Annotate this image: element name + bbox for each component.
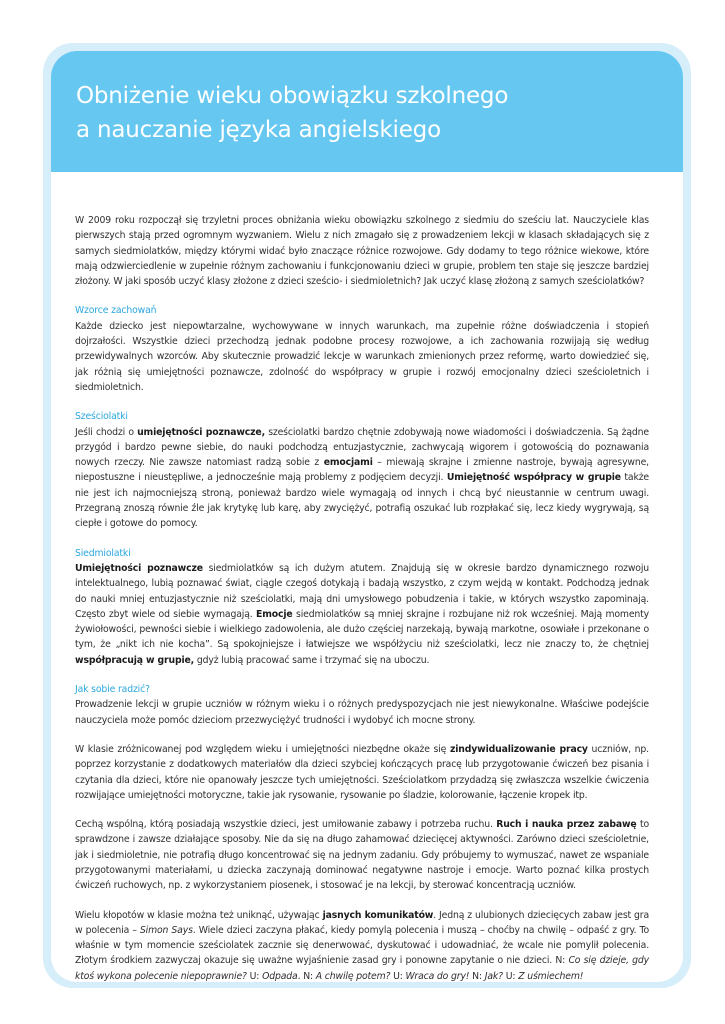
italic-dialogue: Co się dzieje, gdy ktoś wykona polecenie niepoprawnie? bbox=[75, 955, 650, 982]
intro-paragraph: W 2009 roku rozpoczął się trzyletni proces obniżania wieku obowiązku szkolnego z siedmiu do sześciu lat. Nauczyciele klas pierwszych stają przed ogromnym wyzwaniem. Wielu z nich zmagało się z prowadzeniem lekcji w klasach składających się z samych siedmiolatków, między którymi widać było znaczące różnice rozwojowe. Gdy dodamy to tego różnice wiekowe, które mają odzwierciedlenie w zupełnie różnym zachowaniu i funkcjonowaniu dzieci w grupie, problem ten staje się jeszcze bardziej złożony. W jaki sposób uczyć klasy złożone z dzieci sześcio- i siedmioletnich? Jak uczyć klasę złożoną z samych sześciolatków? bbox=[75, 215, 649, 288]
text-run: siedmiolatków są mniej skrajne i rozbujane niż rok wcześniej. Mają momenty żywiołowości, pewności siebie i wielkiego zadowolenia, ale dużo częściej narzekają, bywają markotne, osowiałe i przekonane o tym, że „nikt ich nie kocha”. Są spokojniejsze i łatwiejsze we współżyciu niż sześciolatki, lecz nie znaczy to, że chętniej bbox=[75, 608, 649, 651]
text-run: . Wiele dzieci zaczyna płakać, kiedy pomylą polecenia i muszą – choćby na chwilę – odpaść z gry. To właśnie w tym momencie sześciolatek zacznie się denerwować, dyskutować i udowadniać, że wcale nie pomylił polecenia. Złotym środkiem zazwyczaj okazuje się uważne wyjaśnienie zasad gry i ponowne zapytanie o nie dzieci. N: bbox=[75, 924, 649, 967]
bold-term: Umiejętność współpracy w grupie bbox=[446, 472, 621, 484]
page-title bbox=[76, 79, 508, 147]
italic-dialogue: A chwilę potem? bbox=[315, 970, 391, 982]
article-card bbox=[51, 51, 683, 982]
italic-dialogue: Z uśmiechem! bbox=[518, 970, 584, 982]
italic-dialogue: Jak? bbox=[484, 970, 503, 982]
text-run: także nie jest ich najmocniejszą stroną, ponieważ bardzo wiele wymagają od innych i chcą być nieustannie w centrum uwagi. Przegraną znoszą równie źle jak krytykę lub karę, aby zwyciężyć, potrafią oszukać lub rozpłakać się, lecz kiedy wygrywają, są ciepłe i gotowe do pomocy. bbox=[75, 472, 649, 530]
text-run: W klasie zróżnicowanej pod względem wieku i umiejętności niezbędne okaże się bbox=[75, 743, 450, 755]
bold-term: emocjami bbox=[323, 457, 373, 469]
text-run: siedmiolatków są ich dużym atutem. Znajdują się w okresie bardzo dynamicznego rozwoju intelektualnego, lubią poznawać świat, ciągle czegoś dotykają i badają wszystko, z czym wejdą w kontakt. Podchodzą jednak do nauki mniej entuzjastycznie niż sześciolatki, mają dni umysłowego pobudzenia i takie, w których wszystko zapominają. Często zbyt wiele od siebie wymagają. bbox=[75, 562, 650, 620]
italic-term: Simon Says bbox=[139, 924, 193, 936]
seven-year-olds-paragraph bbox=[75, 561, 649, 668]
text-run: U: bbox=[502, 970, 519, 982]
title-line-2: a nauczanie języka angielskiego bbox=[76, 117, 441, 143]
section-heading-how-to-cope: Jak sobie radzić? bbox=[75, 684, 150, 696]
text-run: uczniów, np. poprzez korzystanie z dodatkowych materiałów dla dzieci szybciej kończących pracę lub przygotowanie ćwiczeń bez pisania i czytania dla dzieci, które nie opanowały jeszcze tych umiejętności. Sześciolatkom przydadzą się zwłaszcza wszelkie ćwiczenia rozwijające umiejętności motoryczne, takie jak rysowanie, rysowanie po śladzie, kolorowanie, łączenie kropek itp. bbox=[75, 743, 649, 801]
text-run: N: bbox=[469, 970, 485, 982]
text-run: to sprawdzone i zawsze działające sposoby. Nie da się na długo zahamować dziecięcej aktywności. Zarówno dzieci sześcioletnie, jak i siedmioletnie, nie potrafią długo koncentrować się na jednym zadaniu. Gdy próbujemy to wymuszać, nawet ze wspaniale przygotowanymi materiałami, u dziecka zaczynają dominować negatywne nastroje i emocje. Warto poznać kilka prostych ćwiczeń ruchowych, np. z wykorzystaniem piosenek, i stosować je na lekcji, by sterować koncentracją uczniów. bbox=[75, 819, 649, 892]
title-banner bbox=[51, 51, 683, 172]
title-line-1: Obniżenie wieku obowiązku szkolnego bbox=[76, 83, 509, 109]
behaviour-patterns-paragraph: Każde dziecko jest niepowtarzalne, wychowywane w innych warunkach, ma zupełnie różne doświadczenia i stopień dojrzałości. Wszystkie dzieci przechodzą jednak podobne procesy rozwojowe, a ich zachowania rozwijają się według przewidywalnych wzorców. Aby skutecznie prowadzić lekcje w warunkach zmienionych przez reformę, warto dowiedzieć się, jak różnią się umiejętności poznawcze, zdolność do współpracy w grupie i rozwój emocjonalny dzieci sześcioletnich i siedmioletnich. bbox=[75, 320, 649, 393]
text-run: gdyż lubią pracować same i trzymać się na uboczu. bbox=[194, 654, 430, 666]
italic-dialogue: Wraca do gry! bbox=[405, 970, 470, 982]
text-run: . Jedną z ulubionych dziecięcych zabaw jest gra w polecenia – bbox=[75, 909, 649, 936]
bold-term: Ruch i nauka przez zabawę bbox=[496, 819, 637, 831]
section-heading-seven-year-olds: Siedmiolatki bbox=[75, 547, 131, 559]
section-heading-behaviour-patterns: Wzorce zachowań bbox=[75, 305, 157, 317]
bold-term: Emocje bbox=[256, 608, 293, 620]
text-run: sześciolatki bardzo chętnie zdobywają nowe wiadomości i doświadczenia. Są żądne przygód i bardzo pewne siebie, do nauki podchodzą entuzjastycznie, zachwycają wigorem i gotowością do poznawania nowych rzeczy. Nie zawsze natomiast radzą sobie z bbox=[75, 426, 649, 469]
how-to-cope-paragraph-4 bbox=[75, 908, 649, 982]
text-run: Wielu kłopotów w klasie można też uniknąć, używając bbox=[75, 909, 323, 921]
bold-term: zindywidualizowanie pracy bbox=[449, 743, 588, 755]
bold-term: współpracują w grupie, bbox=[75, 654, 195, 666]
section-heading-six-year-olds: Sześciolatki bbox=[75, 411, 128, 423]
article-body bbox=[75, 213, 649, 982]
six-year-olds-paragraph bbox=[75, 425, 649, 532]
text-run: U: bbox=[390, 970, 406, 982]
how-to-cope-paragraph-3 bbox=[75, 817, 649, 893]
bold-term: umiejętności poznawcze, bbox=[137, 426, 265, 438]
how-to-cope-paragraph-2 bbox=[75, 742, 649, 803]
how-to-cope-paragraph-1: Prowadzenie lekcji w grupie uczniów w różnym wieku i o różnych predyspozycjach nie jest niewykonalne. Właściwe podejście nauczyciela może pomóc dzieciom przezwyciężyć trudności i wydobyć ich mocne strony. bbox=[75, 699, 649, 726]
text-run: U: bbox=[246, 970, 263, 982]
italic-dialogue: Odpada bbox=[262, 970, 298, 982]
text-run: . N: bbox=[297, 970, 316, 982]
bold-term: jasnych komunikatów bbox=[322, 909, 434, 921]
text-run: Cechą wspólną, którą posiadają wszystkie dzieci, jest umiłowanie zabawy i potrzeba ruchu. bbox=[75, 819, 497, 831]
text-run: – miewają skrajne i zmienne nastroje, bywają agresywne, niepostuszne i nieustępliwe, a jednocześnie mają problemy z podjęciem decyzji. bbox=[75, 457, 649, 484]
bold-term: Umiejętności poznawcze bbox=[75, 562, 203, 574]
text-run: Jeśli chodzi o bbox=[75, 426, 138, 438]
